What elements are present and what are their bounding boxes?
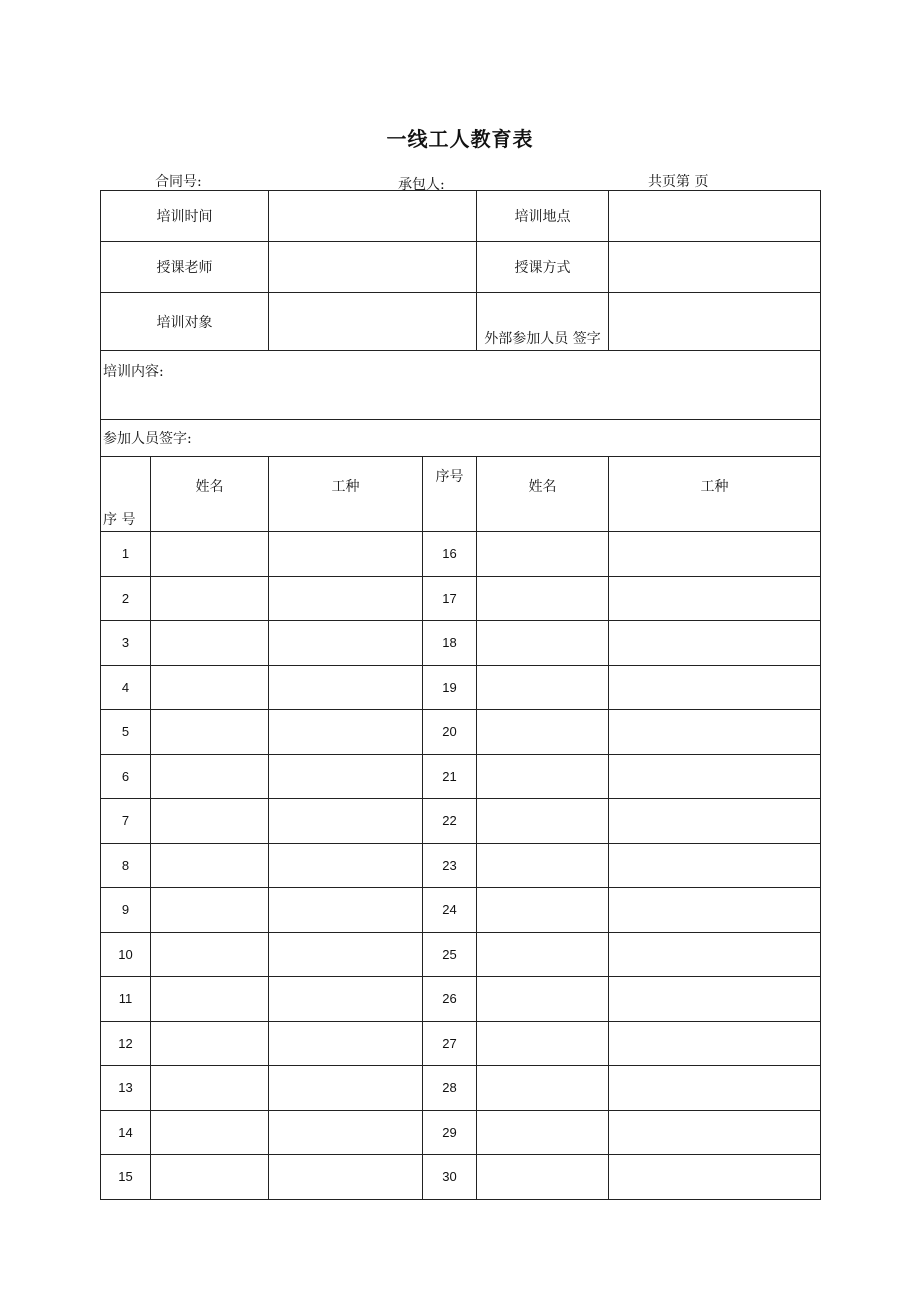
table-row	[101, 1066, 821, 1111]
seq-number-right: 20	[423, 710, 477, 755]
trade-field-right[interactable]	[609, 710, 821, 755]
trade-field-right[interactable]	[609, 1021, 821, 1066]
trade-field-right[interactable]	[609, 932, 821, 977]
seq-number-right: 21	[423, 754, 477, 799]
name-field-left[interactable]	[151, 710, 269, 755]
table-row	[101, 932, 821, 977]
seq-number-right: 22	[423, 799, 477, 844]
seq-number-left: 8	[101, 843, 151, 888]
trade-field-left[interactable]	[269, 665, 423, 710]
name-field-right[interactable]	[477, 576, 609, 621]
name-field-right[interactable]	[477, 843, 609, 888]
name-field-left[interactable]	[151, 532, 269, 577]
info-row-target	[101, 293, 821, 351]
training-time-label: 培训时间	[101, 191, 269, 242]
name-field-left[interactable]	[151, 1110, 269, 1155]
table-row	[101, 710, 821, 755]
name-field-right[interactable]	[477, 1021, 609, 1066]
column-header-row	[101, 457, 821, 532]
name-field-left[interactable]	[151, 621, 269, 666]
external-sign-label: 外部参加人员 签字	[477, 293, 609, 351]
trade-field-left[interactable]	[269, 1110, 423, 1155]
trade-field-left[interactable]	[269, 576, 423, 621]
seq-number-right: 29	[423, 1110, 477, 1155]
trade-field-left[interactable]	[269, 1155, 423, 1200]
trade-field-left[interactable]	[269, 843, 423, 888]
trade-field-left[interactable]	[269, 1066, 423, 1111]
name-field-left[interactable]	[151, 576, 269, 621]
name-field-right[interactable]	[477, 621, 609, 666]
seq-number-left: 12	[101, 1021, 151, 1066]
seq-header-right: 序号	[423, 457, 477, 532]
name-field-left[interactable]	[151, 1021, 269, 1066]
training-content-label: 培训内容:	[103, 364, 164, 380]
contractor-label: 承包人:	[398, 177, 445, 193]
seq-number-left: 11	[101, 977, 151, 1022]
seq-number-right: 28	[423, 1066, 477, 1111]
seq-number-left: 2	[101, 576, 151, 621]
seq-number-right: 24	[423, 888, 477, 933]
name-header-right: 姓名	[477, 457, 609, 532]
trade-field-right[interactable]	[609, 799, 821, 844]
page-count-label: 共页第 页	[648, 174, 709, 190]
teacher-label: 授课老师	[101, 242, 269, 293]
external-sign-field[interactable]	[609, 293, 821, 351]
table-row	[101, 532, 821, 577]
table-row	[101, 888, 821, 933]
teacher-field[interactable]	[269, 242, 477, 293]
participant-sign-label: 参加人员签字:	[101, 420, 821, 457]
table-row	[101, 799, 821, 844]
trade-field-left[interactable]	[269, 932, 423, 977]
table-row	[101, 843, 821, 888]
trade-field-right[interactable]	[609, 1066, 821, 1111]
trade-field-right[interactable]	[609, 1155, 821, 1200]
training-time-field[interactable]	[269, 191, 477, 242]
name-field-right[interactable]	[477, 932, 609, 977]
name-field-left[interactable]	[151, 843, 269, 888]
name-field-right[interactable]	[477, 799, 609, 844]
name-field-right[interactable]	[477, 888, 609, 933]
name-field-right[interactable]	[477, 665, 609, 710]
method-label: 授课方式	[477, 242, 609, 293]
contract-number-label: 合同号:	[155, 174, 202, 190]
name-field-left[interactable]	[151, 932, 269, 977]
seq-number-right: 18	[423, 621, 477, 666]
trade-header-right: 工种	[609, 457, 821, 532]
seq-number-left: 13	[101, 1066, 151, 1111]
seq-number-left: 14	[101, 1110, 151, 1155]
trade-field-right[interactable]	[609, 665, 821, 710]
name-field-right[interactable]	[477, 1155, 609, 1200]
trade-header-left: 工种	[269, 457, 423, 532]
table-row	[101, 1155, 821, 1200]
education-form-table	[100, 190, 821, 1200]
table-row	[101, 1110, 821, 1155]
seq-number-left: 9	[101, 888, 151, 933]
seq-number-right: 23	[423, 843, 477, 888]
trade-field-right[interactable]	[609, 843, 821, 888]
seq-number-right: 27	[423, 1021, 477, 1066]
seq-number-left: 1	[101, 532, 151, 577]
seq-number-left: 7	[101, 799, 151, 844]
trade-field-right[interactable]	[609, 888, 821, 933]
table-row	[101, 977, 821, 1022]
content-row	[101, 351, 821, 420]
seq-number-left: 10	[101, 932, 151, 977]
seq-number-right: 30	[423, 1155, 477, 1200]
trade-field-left[interactable]	[269, 532, 423, 577]
seq-number-right: 16	[423, 532, 477, 577]
trade-field-left[interactable]	[269, 888, 423, 933]
seq-number-right: 25	[423, 932, 477, 977]
name-field-right[interactable]	[477, 754, 609, 799]
seq-number-left: 5	[101, 710, 151, 755]
seq-header-left: 序 号	[101, 457, 151, 532]
trade-field-right[interactable]	[609, 532, 821, 577]
seq-number-right: 17	[423, 576, 477, 621]
name-field-left[interactable]	[151, 977, 269, 1022]
name-field-right[interactable]	[477, 1066, 609, 1111]
trade-field-left[interactable]	[269, 1021, 423, 1066]
seq-number-right: 19	[423, 665, 477, 710]
table-row	[101, 1021, 821, 1066]
name-field-left[interactable]	[151, 799, 269, 844]
training-content-field[interactable]	[101, 351, 821, 420]
name-field-right[interactable]	[477, 710, 609, 755]
target-label: 培训对象	[101, 293, 269, 351]
trade-field-right[interactable]	[609, 977, 821, 1022]
table-row	[101, 621, 821, 666]
trade-field-right[interactable]	[609, 621, 821, 666]
name-field-left[interactable]	[151, 888, 269, 933]
trade-field-left[interactable]	[269, 977, 423, 1022]
table-row	[101, 576, 821, 621]
trade-field-left[interactable]	[269, 799, 423, 844]
table-row	[101, 665, 821, 710]
info-row-teacher	[101, 242, 821, 293]
method-field[interactable]	[609, 242, 821, 293]
info-row-training	[101, 191, 821, 242]
sign-row	[101, 420, 821, 457]
name-field-left[interactable]	[151, 1155, 269, 1200]
target-field[interactable]	[269, 293, 477, 351]
page-title: 一线工人教育表	[386, 127, 534, 151]
name-field-right[interactable]	[477, 977, 609, 1022]
name-field-left[interactable]	[151, 754, 269, 799]
training-place-label: 培训地点	[477, 191, 609, 242]
training-place-field[interactable]	[609, 191, 821, 242]
trade-field-right[interactable]	[609, 754, 821, 799]
seq-number-left: 3	[101, 621, 151, 666]
seq-number-left: 15	[101, 1155, 151, 1200]
trade-field-left[interactable]	[269, 710, 423, 755]
name-field-left[interactable]	[151, 665, 269, 710]
name-field-right[interactable]	[477, 532, 609, 577]
name-field-left[interactable]	[151, 1066, 269, 1111]
seq-number-right: 26	[423, 977, 477, 1022]
table-row	[101, 754, 821, 799]
trade-field-left[interactable]	[269, 754, 423, 799]
trade-field-right[interactable]	[609, 576, 821, 621]
name-header-left: 姓名	[151, 457, 269, 532]
seq-number-left: 6	[101, 754, 151, 799]
trade-field-left[interactable]	[269, 621, 423, 666]
name-field-right[interactable]	[477, 1110, 609, 1155]
trade-field-right[interactable]	[609, 1110, 821, 1155]
seq-number-left: 4	[101, 665, 151, 710]
